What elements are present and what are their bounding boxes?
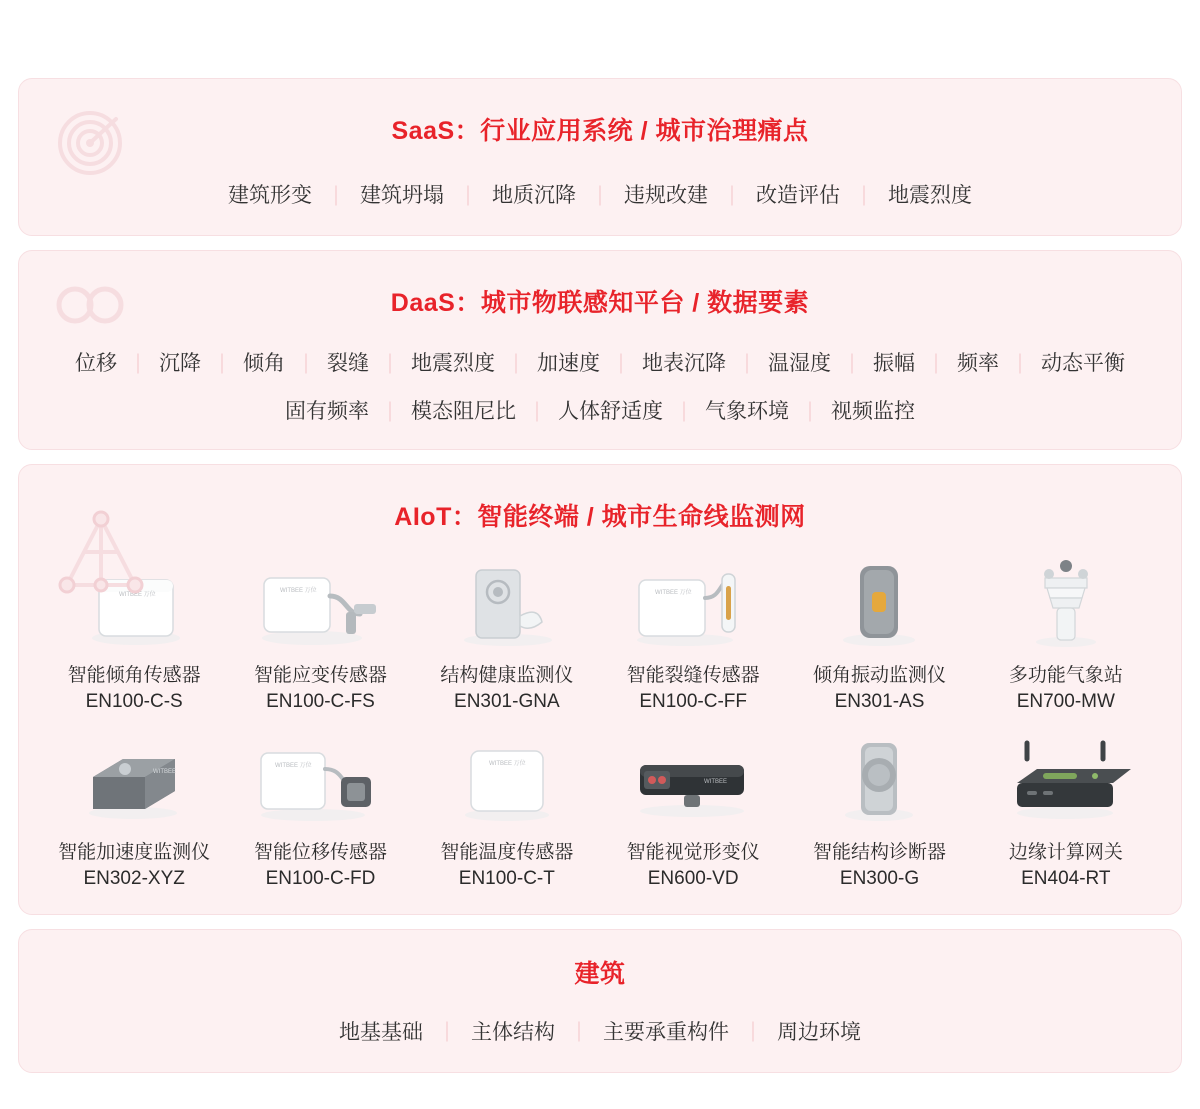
tag-divider: ｜ [296,353,316,376]
daas-tag-row-2 [19,395,1181,425]
list-item: 视频监控 [831,400,915,423]
tag-divider: ｜ [527,401,547,424]
list-item: 位移 [75,352,117,375]
daas-tag-row-1 [19,347,1181,377]
tilt-vibration-monitor-icon [799,547,959,657]
svg-text:WITBEE 万位: WITBEE 万位 [655,590,692,596]
svg-text:WITBEE 万位: WITBEE 万位 [119,592,156,598]
device-card[interactable] [414,547,600,714]
tag-divider: ｜ [674,401,694,424]
temperature-sensor-panel-icon [427,724,587,834]
saas-title-prefix: SaaS： [391,117,481,145]
list-item: 裂缝 [327,352,369,375]
device-card[interactable] [227,547,413,714]
layer-card-saas [18,78,1182,236]
tag-divider: ｜ [611,353,631,376]
tag-divider: ｜ [380,353,400,376]
device-card[interactable] [786,724,972,891]
list-item: 温湿度 [768,352,831,375]
device-name: 智能温度传感器 [440,842,574,864]
saas-title-main: 行业应用系统 / 城市治理痛点 [480,117,809,145]
tag-divider: ｜ [569,1022,589,1045]
device-name: 智能视觉形变仪 [626,842,760,864]
aiot-title-main: 智能终端 / 城市生命线监测网 [477,503,806,531]
list-item: 地质沉降 [492,184,576,207]
tag-divider: ｜ [743,1022,763,1045]
device-name: 智能位移传感器 [253,842,387,864]
svg-text:WITBEE 万位: WITBEE 万位 [280,588,318,594]
list-item: 主要承重构件 [603,1020,729,1044]
layer-card-aiot [18,464,1182,915]
device-model: EN404-RT [1021,867,1111,889]
svg-text:WITBEE: WITBEE [704,779,728,786]
device-name: 智能加速度监测仪 [58,842,211,864]
tag-divider: ｜ [506,353,526,376]
device-model: EN100-C-S [85,690,183,712]
device-card[interactable] [600,724,786,891]
tag-divider: ｜ [842,353,862,376]
device-name: 智能倾角传感器 [67,665,201,686]
list-item: 模态阻尼比 [411,400,516,423]
device-card[interactable] [973,547,1159,714]
svg-text:WITBEE 万位: WITBEE 万位 [275,763,313,770]
device-name: 智能裂缝传感器 [626,665,760,686]
device-model: EN100-C-T [458,867,555,889]
list-item: 倾角 [243,352,285,375]
device-name: 结构健康监测仪 [440,665,574,686]
layer-card-building [18,929,1182,1073]
list-item: 违规改建 [624,184,708,207]
device-model: EN100-C-FD [265,867,376,889]
device-card[interactable] [227,724,413,891]
device-card[interactable] [414,724,600,891]
list-item: 建筑坍塌 [360,184,444,207]
vision-camera-icon [613,724,773,834]
tag-divider: ｜ [458,185,478,208]
list-item: 地震烈度 [411,352,495,375]
tag-divider: ｜ [590,185,610,208]
building-tag-row [19,1016,1181,1046]
layer-card-daas [18,250,1182,450]
daas-title-prefix: DaaS： [390,289,481,317]
list-item: 周边环境 [777,1020,861,1044]
svg-text:WITBEE 万位: WITBEE 万位 [488,761,526,768]
daas-title [19,283,1181,319]
edge-gateway-router-icon [986,724,1146,834]
list-item: 频率 [957,352,999,375]
device-name: 边缘计算网关 [1008,842,1123,864]
tag-divider: ｜ [854,185,874,208]
device-card[interactable] [41,724,227,891]
displacement-sensor-icon [240,724,400,834]
aiot-title [19,497,1181,533]
list-item: 动态平衡 [1041,352,1125,375]
device-model: EN301-GNA [454,690,560,712]
list-item: 固有频率 [285,400,369,423]
tag-divider: ｜ [128,353,148,376]
list-item: 气象环境 [705,400,789,423]
device-name: 倾角振动监测仪 [812,665,946,686]
device-model: EN300-G [839,867,920,889]
device-name: 智能结构诊断器 [812,842,946,864]
device-card[interactable] [786,547,972,714]
device-card[interactable] [973,724,1159,891]
device-grid [19,547,1181,892]
tag-divider: ｜ [1010,353,1030,376]
device-model: EN301-AS [834,690,925,712]
tag-divider: ｜ [737,353,757,376]
device-model: EN700-MW [1016,690,1115,712]
list-item: 人体舒适度 [558,400,663,423]
device-model: EN100-C-FS [266,690,375,712]
tag-divider: ｜ [212,353,232,376]
tag-divider: ｜ [800,401,820,424]
list-item: 地表沉降 [642,352,726,375]
building-title: 建筑 [574,959,626,988]
tag-divider: ｜ [326,185,346,208]
saas-tag-row [19,179,1181,209]
list-item: 地基基础 [339,1020,423,1044]
daas-title-main: 城市物联感知平台 / 数据要素 [480,289,810,317]
weather-station-icon [986,547,1146,657]
list-item: 改造评估 [756,184,840,207]
list-item: 振幅 [873,352,915,375]
square-sensor-panel-icon [54,547,214,657]
panel-with-arm-sensor-icon [240,547,400,657]
list-item: 建筑形变 [228,184,312,207]
tag-divider: ｜ [437,1022,457,1045]
device-model: EN302-XYZ [83,867,185,889]
structure-diagnoser-icon [799,724,959,834]
svg-text:WITBEE: WITBEE [153,769,177,776]
saas-title [19,111,1181,147]
tag-divider: ｜ [722,185,742,208]
tag-divider: ｜ [926,353,946,376]
list-item: 加速度 [537,352,600,375]
gnss-monitor-icon [427,547,587,657]
tag-divider: ｜ [380,401,400,424]
device-name: 智能应变传感器 [253,665,387,686]
list-item: 主体结构 [471,1020,555,1044]
device-model: EN600-VD [647,867,739,889]
device-card[interactable] [41,547,227,714]
accelerometer-box-icon [54,724,214,834]
list-item: 地震烈度 [888,184,972,207]
crack-sensor-icon [613,547,773,657]
aiot-title-prefix: AIoT： [394,503,478,531]
list-item: 沉降 [159,352,201,375]
device-card[interactable] [600,547,786,714]
device-name: 多功能气象站 [1008,665,1123,686]
device-model: EN100-C-FF [639,690,747,712]
